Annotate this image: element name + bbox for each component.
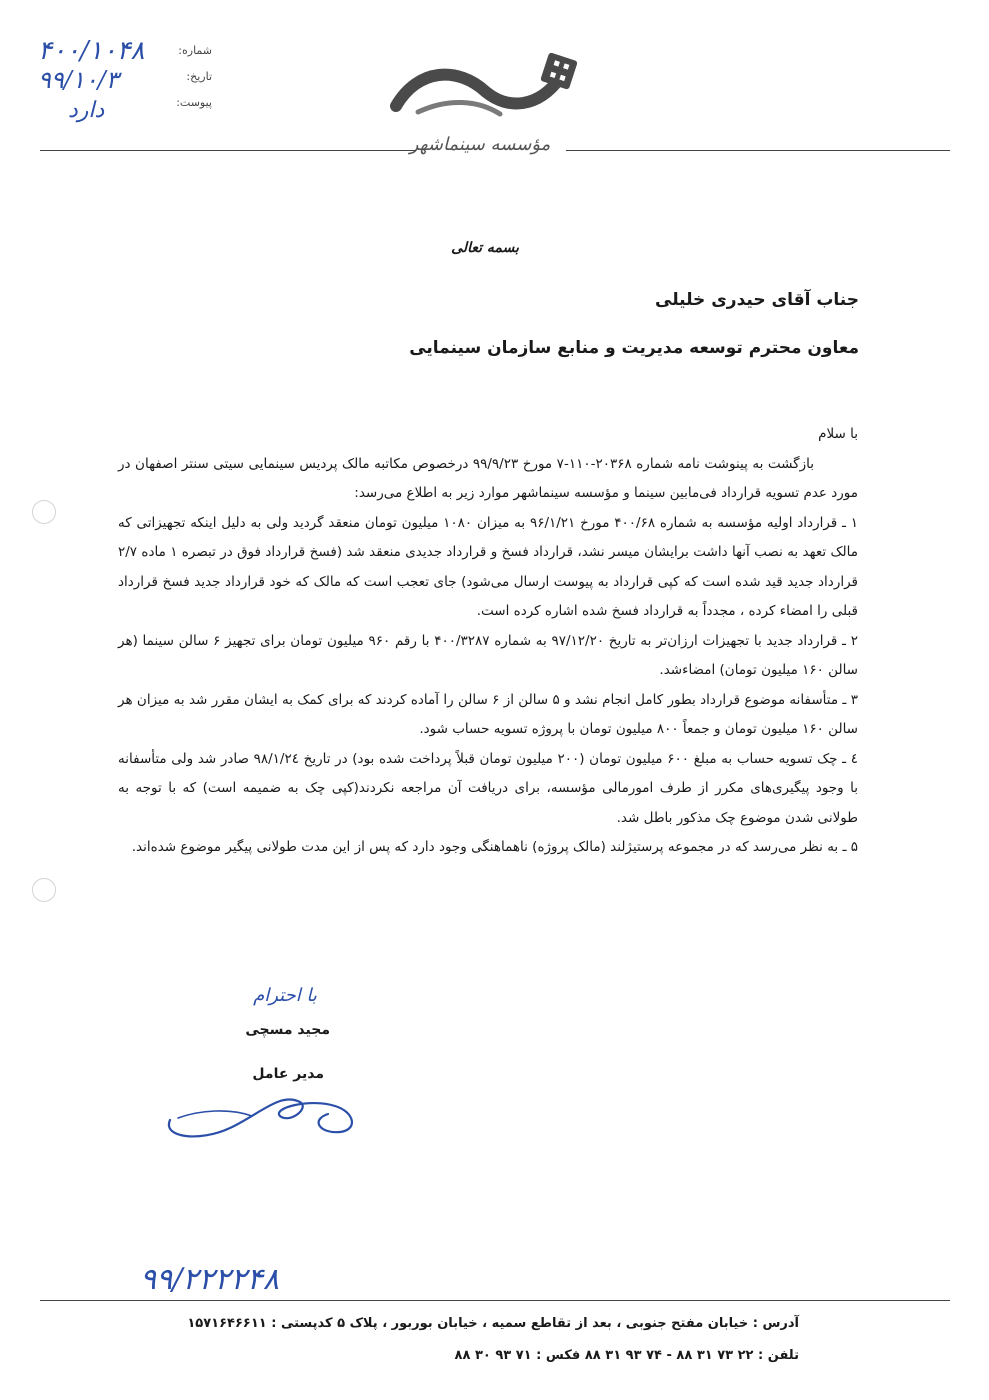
handwritten-attachment: دارد — [68, 98, 105, 123]
intro-paragraph: بازگشت به پینوشت نامه شماره ۲۰۳۶۸-۱۱۰-۷ مورخ ۹۹/۹/۲۳ درخصوص مکاتبه مالک پردیس سینمایی سیتی سنتر اصفهان در مورد عدم تسویه قرارداد فی‌مابین سینما و مؤسسه سینماشهر موارد زیر به اطلاع می‌رسد: — [118, 455, 858, 501]
header-meta — [140, 44, 212, 122]
greeting: با سلام — [818, 426, 858, 442]
punch-hole — [32, 878, 56, 902]
recipient-title: معاون محترم توسعه مدیریت و منابع سازمان سینمایی — [409, 338, 859, 358]
signatory-role: مدیر عامل — [252, 1066, 324, 1082]
item-2: ۲ ـ قرارداد جدید با تجهیزات ارزان‌تر به تاریخ ۹۷/۱۲/۲۰ به شماره ۴۰۰/۳۲۸۷ با رقم ۹۶۰ میلیون تومان برای تجهیز ۶ سالن سینما (هر سالن ۱۶۰ میلیون تومان) امضاءشد. — [118, 632, 858, 678]
logo-text: مؤسسه سینماشهر — [409, 134, 551, 155]
item-4: ٤ ـ چک تسویه حساب به مبلغ ۶۰۰ میلیون تومان (۲۰۰ میلیون تومان قبلاً پرداخت شده بود) در تاریخ ۹۸/۱/۲٤ صادر شد ولی متأسفانه با وجود پیگیری‌های مکرر از طرف امورمالی مؤسسه، برای دریافت آن مراجعه نکردند(کپی چک به ضمیمه است) که با توجه به طولانی شدن موضوع چک مذکور باطل شد. — [118, 750, 859, 826]
footer-phones: تلفن : ۲۲ ۷۳ ۳۱ ۸۸ - ۷۴ ۹۳ ۳۱ ۸۸ فکس : ۷۱ ۹۳ ۳۰ ۸۸ — [454, 1348, 799, 1363]
bismillah-heading: بسمه تعالی — [451, 240, 519, 256]
punch-hole — [32, 500, 56, 524]
letter-body — [118, 420, 858, 863]
attachment-label: پیوست: — [176, 96, 212, 109]
item-5: ۵ ـ به نظر می‌رسد که در مجموعه پرستیژلند (مالک پروژه) ناهماهنگی وجود دارد که پس از این مدت طولانی پیگیر موضوع شده‌اند. — [131, 839, 858, 855]
header-rule-left — [40, 150, 416, 151]
number-label: شماره: — [178, 44, 212, 57]
footer-address: آدرس : خیابان مفتح جنوبی ، بعد از تقاطع سمیه ، خیابان بوربور ، پلاک ۵ کدپستی : ۱۵۷۱۶۴۶۶۱۱ — [187, 1316, 799, 1331]
item-1: ۱ ـ قرارداد اولیه مؤسسه به شماره ۴۰۰/۶۸ مورخ ۹۶/۱/۲۱ به میزان ۱۰۸۰ میلیون تومان منعقد گردید ولی به دلیل اینکه تجهیزاتی که مالک تعهد به نصب آنها داشت برایشان میسر نشد، قرارداد فسخ و قرارداد جدیدی منعقد شد (فسخ قرارداد فوق در تبصره ۱ ماده ۲/۷ قرارداد جدید قید شده است که کپی قرارداد به پیوست ارسال می‌شود) جای تعجب است که مالک که خود قرارداد جدید فسخ قرارداد قبلی را امضاء کرده ، مجدداً به قرارداد فسخ شده اشاره کرده است. — [118, 514, 859, 619]
cinemashahr-logo-icon — [388, 48, 588, 128]
handwritten-letter-number: ۴۰۰/۱۰۴۸ — [38, 36, 145, 66]
footer-rule — [40, 1300, 950, 1301]
item-3: ۳ ـ متأسفانه موضوع قرارداد بطور کامل انجام نشد و ۵ سالن از ۶ سالن را آماده کردند که برای کمک به ایشان مقرر شد به میزان هر سالن ۱۶۰ میلیون تومان و جمعاً ۸۰۰ میلیون تومان با پروژه تسویه حساب شود. — [118, 691, 858, 737]
handwritten-regards: با احترام — [253, 985, 317, 1006]
signatory-name: مجید مسچی — [245, 1022, 330, 1038]
handwritten-registration-number: ۹۹/۲۲۲۲۴۸ — [140, 1262, 280, 1297]
handwritten-signature-icon — [160, 1080, 360, 1150]
header-rule-right — [566, 150, 950, 151]
recipient-name: جناب آقای حیدری خلیلی — [655, 290, 859, 310]
handwritten-letter-date: ۹۹/۱۰/۳ — [38, 66, 119, 94]
date-label: تاریخ: — [186, 70, 212, 83]
